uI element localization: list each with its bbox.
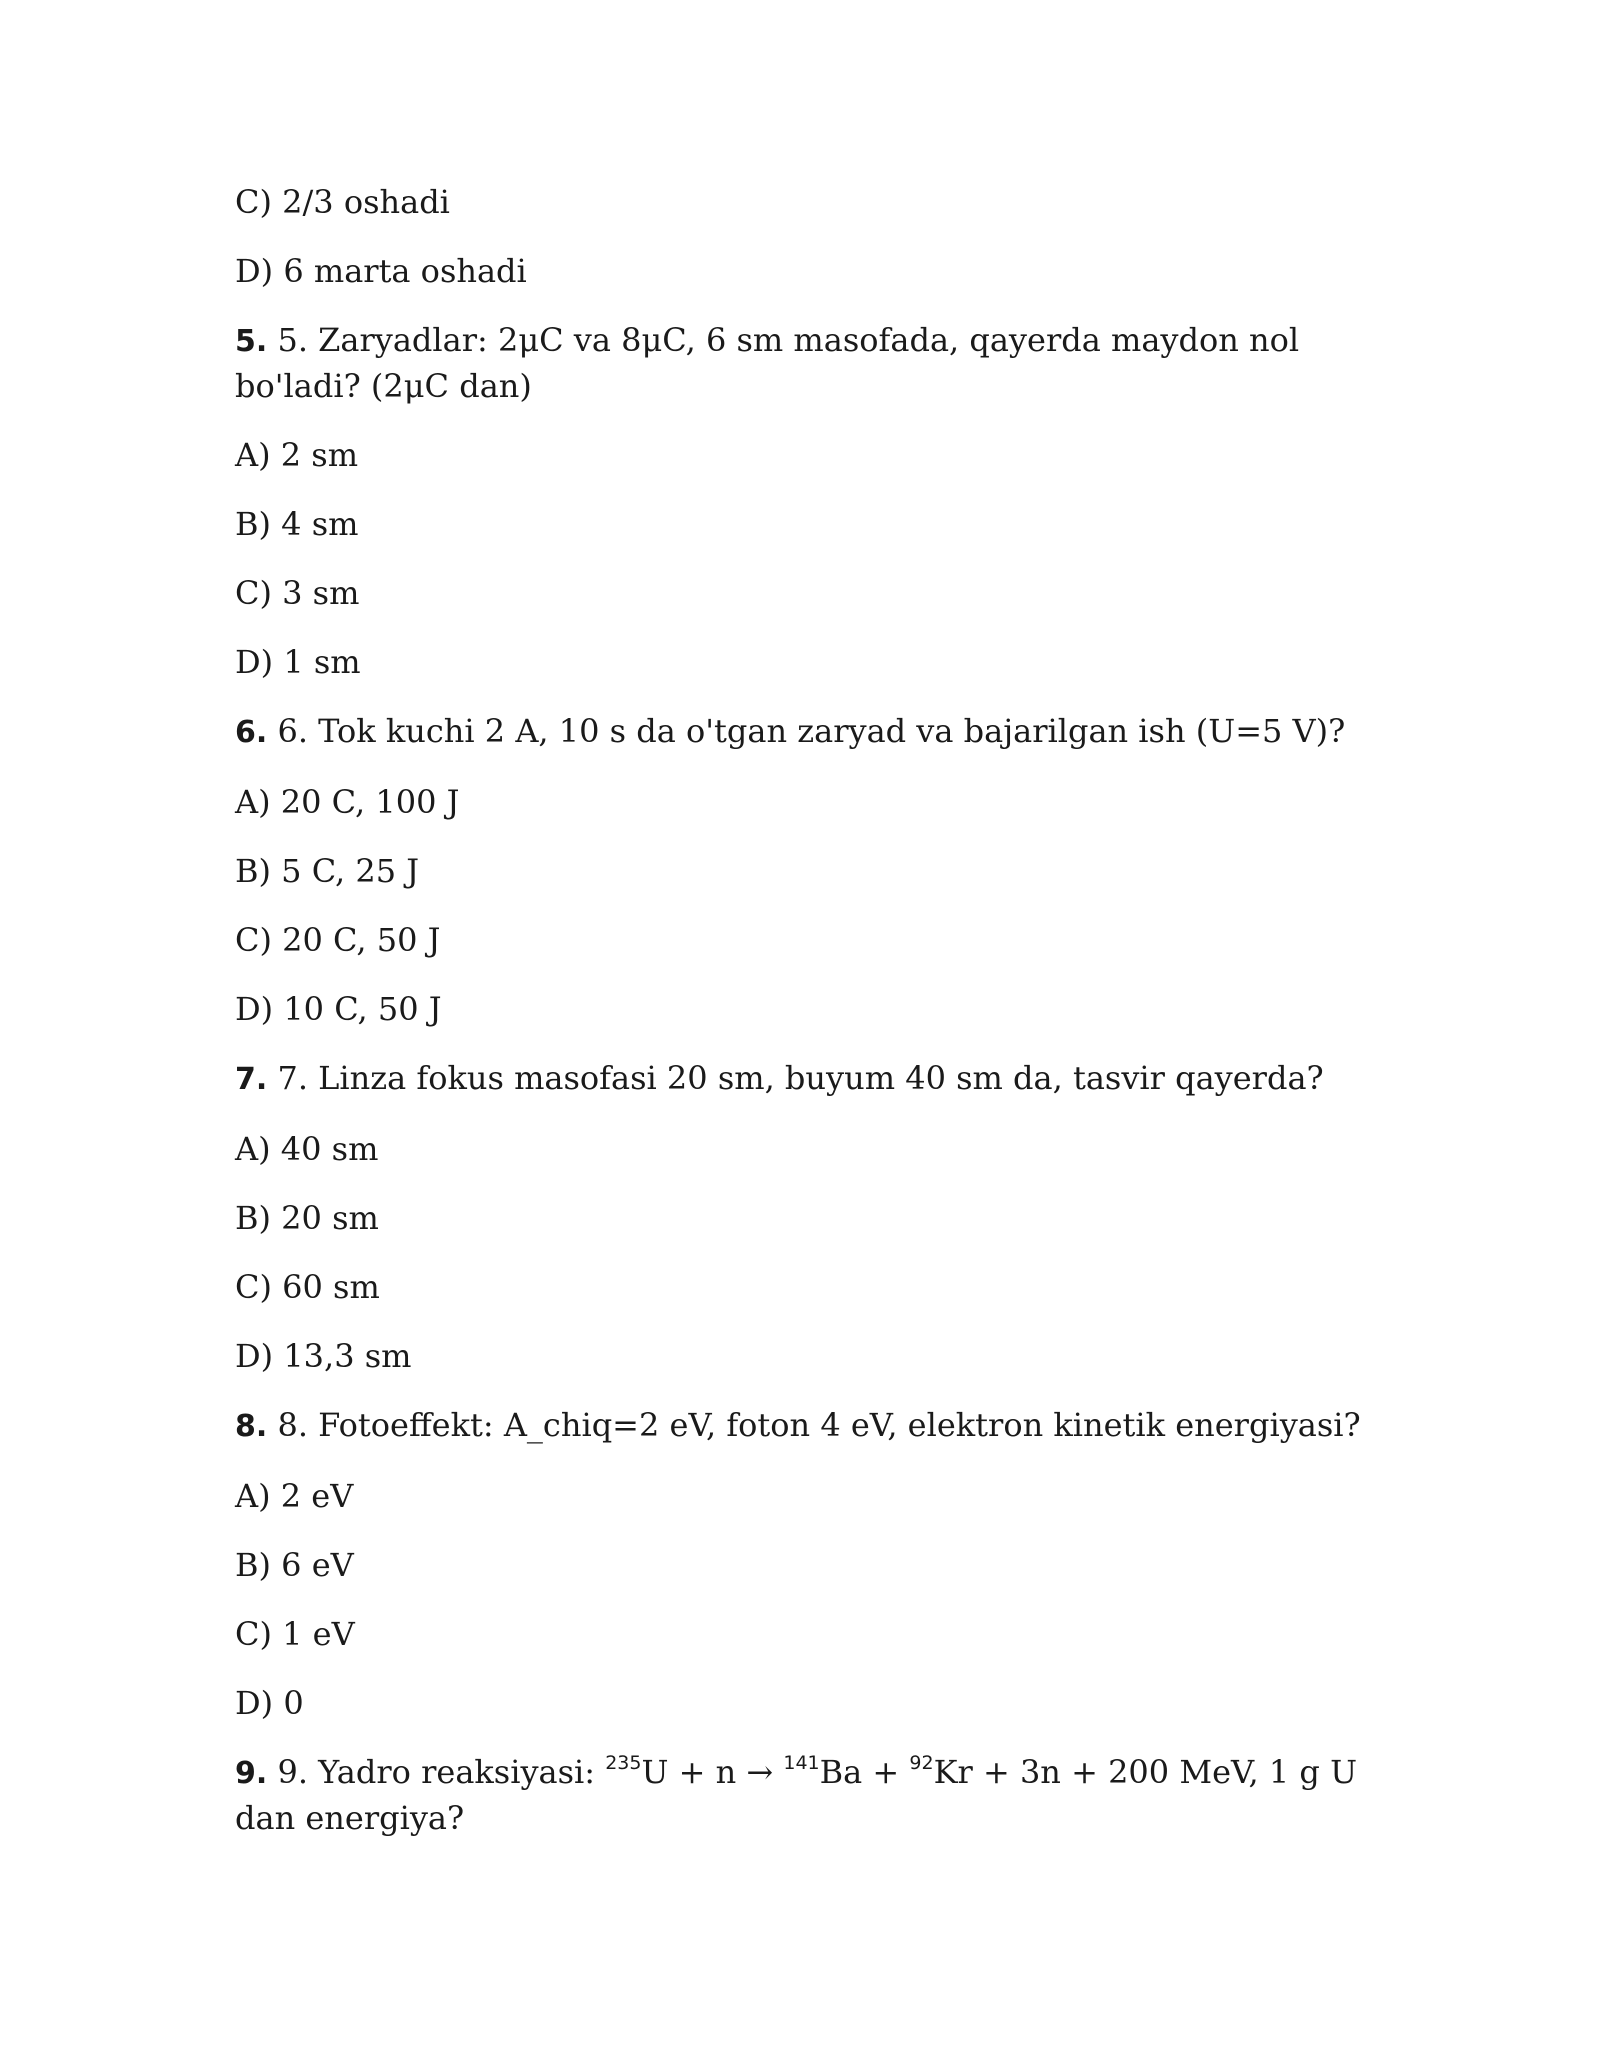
option-b: B) 5 C, 25 J: [235, 852, 420, 890]
question-text-part: Ba +: [819, 1753, 910, 1791]
question-text-part: U + n →: [641, 1753, 784, 1791]
question-5: [235, 318, 1365, 408]
question-number: 8.: [235, 1409, 268, 1444]
question-number: 5.: [235, 324, 268, 359]
question-text: 5. Zaryadlar: 2μC va 8μC, 6 sm masofada, qayerda maydon nol bo'ladi? (2μC dan): [235, 321, 1300, 405]
question-number: 9.: [235, 1756, 268, 1791]
question-9: [235, 1750, 1365, 1840]
option-d: D) 10 C, 50 J: [235, 990, 442, 1028]
option-a: A) 40 sm: [235, 1130, 379, 1168]
option-c: C) 3 sm: [235, 574, 360, 612]
mass-number-krypton: 92: [909, 1752, 934, 1775]
question-6: [235, 709, 1365, 755]
question-number: 7.: [235, 1062, 268, 1097]
question-number: 6.: [235, 715, 268, 750]
option-c: C) 2/3 oshadi: [235, 183, 450, 221]
option-c: C) 20 C, 50 J: [235, 921, 441, 959]
option-d: D) 1 sm: [235, 643, 361, 681]
option-b: B) 6 eV: [235, 1546, 354, 1584]
option-d: D) 0: [235, 1684, 304, 1722]
option-c: C) 1 eV: [235, 1615, 355, 1653]
question-text-part: Kr + 3n + 200 MeV, 1 g U dan energiya?: [235, 1753, 1358, 1837]
question-7: [235, 1056, 1365, 1102]
option-b: B) 20 sm: [235, 1199, 379, 1237]
option-a: A) 2 sm: [235, 436, 359, 474]
option-a: A) 20 C, 100 J: [235, 783, 460, 821]
option-a: A) 2 eV: [235, 1477, 354, 1515]
question-text-part: 9. Yadro reaksiyasi:: [267, 1753, 606, 1791]
question-text: 6. Tok kuchi 2 A, 10 s da o'tgan zaryad va bajarilgan ish (U=5 V)?: [267, 712, 1346, 750]
question-text: 8. Fotoeffekt: A_chiq=2 eV, foton 4 eV, elektron kinetik energiyasi?: [267, 1406, 1361, 1444]
option-d: D) 6 marta oshadi: [235, 252, 527, 290]
question-text: 7. Linza fokus masofasi 20 sm, buyum 40 sm da, tasvir qayerda?: [267, 1059, 1324, 1097]
option-c: C) 60 sm: [235, 1268, 380, 1306]
question-8: [235, 1403, 1365, 1449]
mass-number-uranium: 235: [605, 1752, 642, 1775]
question-list: [235, 180, 1365, 1865]
mass-number-barium: 141: [783, 1752, 820, 1775]
option-d: D) 13,3 sm: [235, 1337, 412, 1375]
option-b: B) 4 sm: [235, 505, 359, 543]
